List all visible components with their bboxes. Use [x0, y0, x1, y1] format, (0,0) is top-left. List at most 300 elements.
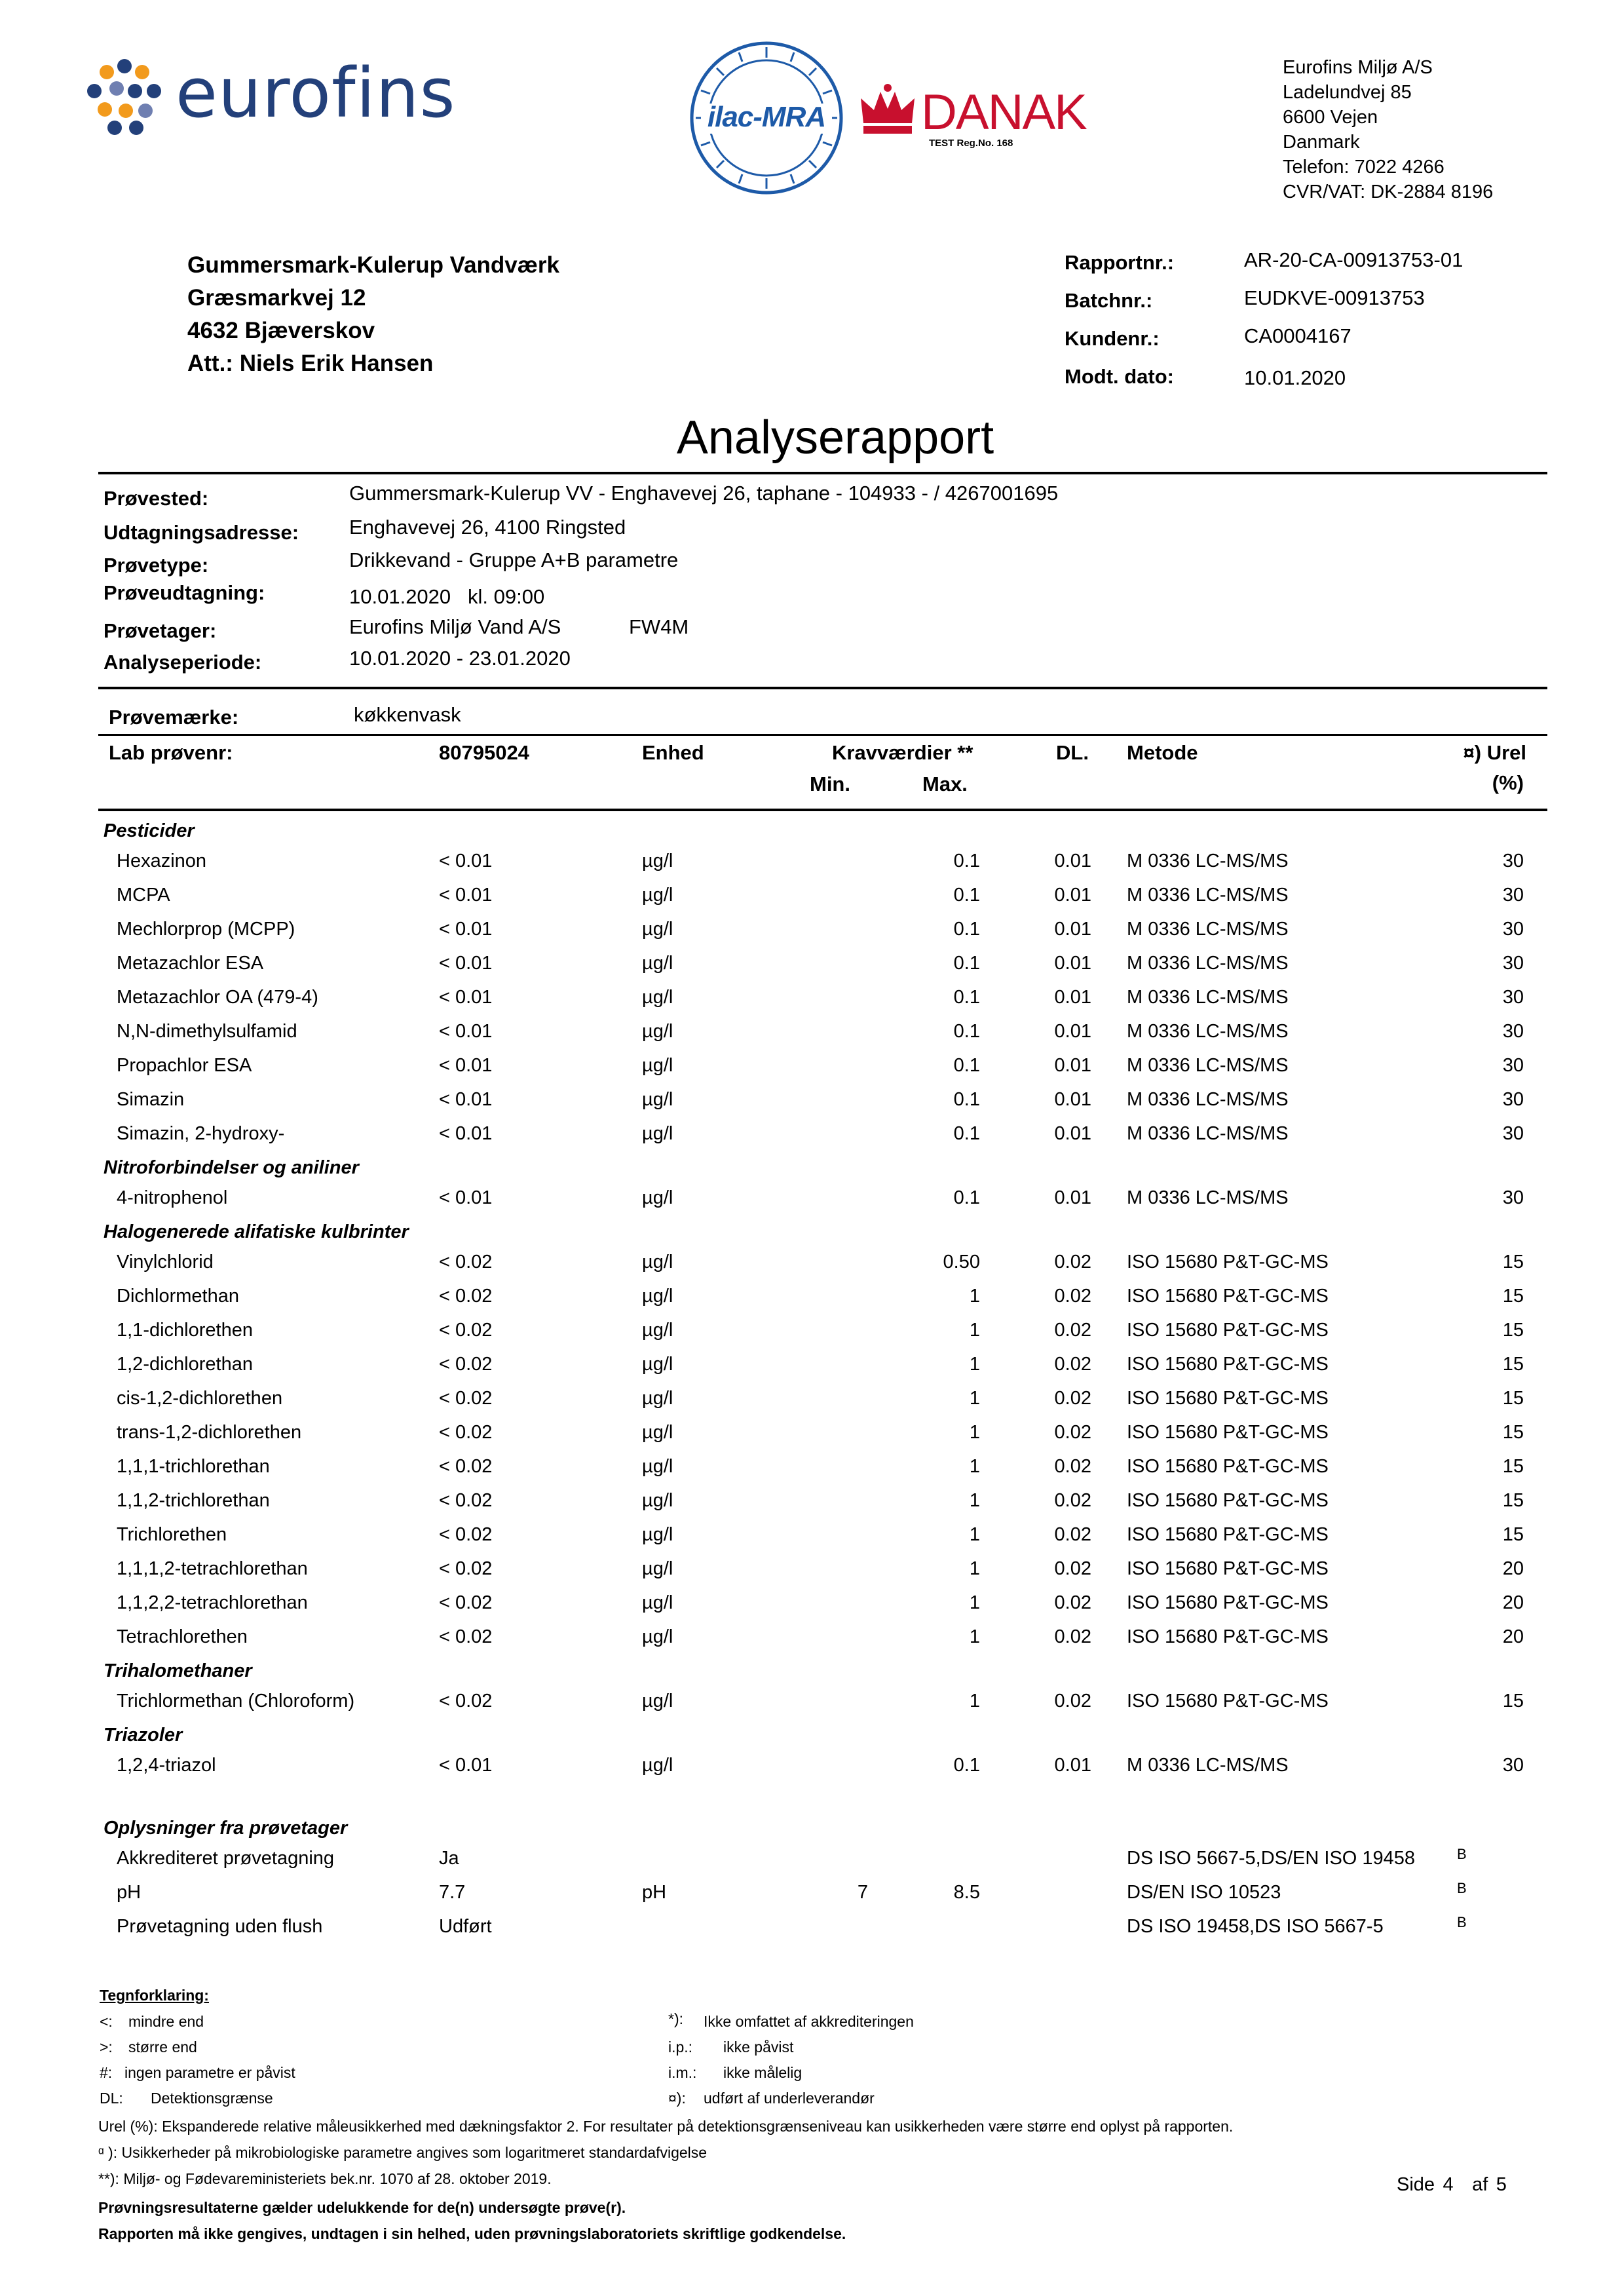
- result-value: < 0.02: [439, 1422, 493, 1443]
- parameter-name: 1,2,4-triazol: [117, 1755, 216, 1776]
- disclaimer: Rapporten må ikke gengives, undtagen i sin helhed, uden prøvningslaboratoriets skriftlige godkendelse.: [98, 2225, 846, 2242]
- table-row: [0, 1521, 1624, 1556]
- urel-cell: 15: [1502, 1422, 1524, 1443]
- section-heading: [0, 1219, 1624, 1249]
- customer-number-value: CA0004167: [1244, 324, 1351, 347]
- legend-text: Ikke omfattet af akkrediteringen: [704, 2013, 914, 2030]
- sample-type-value: Drikkevand - Gruppe A+B parametre: [349, 548, 679, 571]
- legend-symbol: DL:: [100, 2090, 123, 2107]
- max-cell: 0.1: [953, 1021, 980, 1042]
- result-value: < 0.02: [439, 1524, 493, 1545]
- max-cell: 1: [969, 1388, 980, 1409]
- result-value: < 0.02: [439, 1320, 493, 1341]
- legend-text: mindre end: [128, 2013, 204, 2030]
- lab-sample-label: Lab prøvenr:: [109, 741, 233, 764]
- max-cell: 0.1: [953, 919, 980, 940]
- batch-number-label: Batchnr.:: [1065, 289, 1153, 312]
- result-value: < 0.01: [439, 885, 493, 906]
- result-value: < 0.01: [439, 1089, 493, 1110]
- urel-cell: 20: [1502, 1558, 1524, 1579]
- max-cell: 0.1: [953, 1089, 980, 1110]
- dl-cell: 0.01: [1054, 987, 1091, 1008]
- parameter-name: 1,1,1,2-tetrachlorethan: [117, 1558, 308, 1579]
- result-value: < 0.01: [439, 953, 493, 974]
- method-cell: M 0336 LC-MS/MS: [1127, 1055, 1289, 1076]
- max-cell: 1: [969, 1456, 980, 1477]
- legend-symbol: *):: [668, 2010, 683, 2027]
- unit-cell: µg/l: [642, 987, 673, 1008]
- unit-cell: µg/l: [642, 885, 673, 906]
- table-row: [0, 1385, 1624, 1419]
- dl-cell: 0.01: [1054, 1021, 1091, 1042]
- parameter-name: Simazin: [117, 1089, 185, 1110]
- max-cell: 1: [969, 1592, 980, 1613]
- dl-header: DL.: [1056, 741, 1089, 764]
- parameter-name: 1,1,2-trichlorethan: [117, 1490, 270, 1511]
- legend-text: ingen parametre er påvist: [124, 2064, 295, 2081]
- unit-cell: pH: [642, 1882, 667, 1903]
- lab-sample-number: 80795024: [439, 741, 529, 764]
- method-cell: ISO 15680 P&T-GC-MS: [1127, 1456, 1329, 1477]
- parameter-name: Simazin, 2-hydroxy-: [117, 1123, 285, 1144]
- dl-cell: 0.02: [1054, 1354, 1091, 1375]
- dl-cell: 0.02: [1054, 1626, 1091, 1647]
- ilac-mra-text: ilac-MRA: [707, 101, 826, 133]
- urel-cell: 30: [1502, 851, 1524, 871]
- table-row: [0, 1086, 1624, 1120]
- table-row: [0, 1185, 1624, 1219]
- table-row: [0, 882, 1624, 916]
- unit-cell: µg/l: [642, 1388, 673, 1409]
- danak-wordmark: DANAK: [921, 85, 1086, 140]
- unit-cell: µg/l: [642, 1592, 673, 1613]
- unit-cell: µg/l: [642, 1490, 673, 1511]
- analysis-period-value: 10.01.2020 - 23.01.2020: [349, 647, 571, 670]
- parameter-name: Tetrachlorethen: [117, 1626, 248, 1647]
- table-header: [0, 740, 1624, 806]
- divider: [98, 734, 1547, 736]
- parameter-name: 1,1-dichlorethen: [117, 1320, 253, 1341]
- max-cell: 0.1: [953, 1755, 980, 1776]
- parameter-name: 1,1,2,2-tetrachlorethan: [117, 1592, 308, 1613]
- parameter-name: pH: [117, 1882, 142, 1903]
- max-cell: 1: [969, 1422, 980, 1443]
- table-row: [0, 1351, 1624, 1385]
- disclaimer: Prøvningsresultaterne gælder udelukkende for de(n) undersøgte prøve(r).: [98, 2199, 626, 2216]
- company-line: Danmark: [1283, 132, 1360, 153]
- note-cell: B: [1457, 1880, 1467, 1896]
- parameter-name: Dichlormethan: [117, 1286, 239, 1307]
- max-cell: 1: [969, 1626, 980, 1647]
- dl-cell: 0.01: [1054, 1187, 1091, 1208]
- dl-cell: 0.02: [1054, 1524, 1091, 1545]
- dl-cell: 0.01: [1054, 885, 1091, 906]
- max-cell: 1: [969, 1354, 980, 1375]
- analysis-period-label: Analyseperiode:: [104, 651, 262, 674]
- table-row: [0, 1624, 1624, 1658]
- table-row: [0, 1317, 1624, 1351]
- sampling-date-label: Prøveudtagning:: [104, 581, 265, 604]
- page-side-label: Side: [1397, 2174, 1435, 2195]
- result-value: < 0.02: [439, 1286, 493, 1307]
- dl-cell: 0.02: [1054, 1592, 1091, 1613]
- recipient-line: Græsmarkvej 12: [187, 285, 366, 311]
- urel-cell: 15: [1502, 1388, 1524, 1409]
- method-header: Metode: [1127, 741, 1198, 764]
- legend-left: [98, 2012, 688, 2114]
- method-cell: DS ISO 5667-5,DS/EN ISO 19458: [1127, 1848, 1416, 1869]
- method-cell: ISO 15680 P&T-GC-MS: [1127, 1691, 1329, 1712]
- method-cell: M 0336 LC-MS/MS: [1127, 851, 1289, 871]
- requirements-header: Kravværdier **: [832, 741, 973, 764]
- company-line: CVR/VAT: DK-2884 8196: [1283, 182, 1494, 202]
- unit-cell: µg/l: [642, 1187, 673, 1208]
- report-meta: [1065, 248, 1549, 400]
- urel-cell: 30: [1502, 1755, 1524, 1776]
- parameter-name: MCPA: [117, 885, 170, 906]
- eurofins-logo: [85, 53, 465, 141]
- section-heading: [0, 1155, 1624, 1185]
- method-cell: ISO 15680 P&T-GC-MS: [1127, 1524, 1329, 1545]
- unit-cell: µg/l: [642, 919, 673, 940]
- recipient-address: [187, 249, 559, 380]
- table-row: [0, 1453, 1624, 1487]
- unit-cell: µg/l: [642, 1558, 673, 1579]
- section-heading: [0, 1815, 1624, 1845]
- result-value: < 0.01: [439, 1187, 493, 1208]
- method-cell: ISO 15680 P&T-GC-MS: [1127, 1558, 1329, 1579]
- max-cell: 0.1: [953, 1187, 980, 1208]
- legend-text: Detektionsgrænse: [151, 2090, 273, 2107]
- unit-cell: µg/l: [642, 953, 673, 974]
- danak-reg-text: TEST Reg.No. 168: [929, 138, 1013, 149]
- result-value: < 0.02: [439, 1558, 493, 1579]
- urel-cell: 30: [1502, 919, 1524, 940]
- page-total: 5: [1496, 2174, 1507, 2195]
- sampler-code: FW4M: [629, 615, 689, 638]
- dl-cell: 0.02: [1054, 1691, 1091, 1712]
- urel-cell: 15: [1502, 1354, 1524, 1375]
- dl-cell: 0.01: [1054, 1089, 1091, 1110]
- table-row: [0, 1879, 1624, 1913]
- unit-cell: µg/l: [642, 1089, 673, 1110]
- urel-cell: 30: [1502, 1089, 1524, 1110]
- legend-notes: [98, 2116, 1233, 2250]
- table-row: [0, 1419, 1624, 1453]
- parameter-name: 1,2-dichlorethan: [117, 1354, 253, 1375]
- parameter-name: Hexazinon: [117, 851, 207, 871]
- crown-icon: [858, 83, 917, 142]
- note-cell: B: [1457, 1846, 1467, 1862]
- urel-header: ¤) Urel: [1463, 741, 1526, 764]
- legend-text: større end: [128, 2038, 197, 2056]
- note-cell: B: [1457, 1914, 1467, 1930]
- method-cell: M 0336 LC-MS/MS: [1127, 919, 1289, 940]
- urel-cell: 15: [1502, 1286, 1524, 1307]
- dl-cell: 0.02: [1054, 1320, 1091, 1341]
- legend-note: ᵅ ): Usikkerheder på mikrobiologiske parametre angives som logaritmeret standardafvigelse: [98, 2144, 708, 2161]
- sampling-date-value: 10.01.2020 kl. 09:00: [349, 585, 545, 608]
- urel-percent-header: (%): [1492, 771, 1524, 794]
- result-value: < 0.02: [439, 1490, 493, 1511]
- urel-cell: 30: [1502, 987, 1524, 1008]
- result-value: < 0.02: [439, 1252, 493, 1272]
- sample-site-value: Gummersmark-Kulerup VV - Enghavevej 26, taphane - 104933 - / 4267001695: [349, 482, 1059, 505]
- page-of-label: af: [1472, 2174, 1488, 2195]
- dl-cell: 0.02: [1054, 1286, 1091, 1307]
- section-heading: [0, 818, 1624, 848]
- section-title: Triazoler: [104, 1725, 183, 1746]
- eurofins-dots-icon: [85, 57, 164, 136]
- unit-cell: µg/l: [642, 1286, 673, 1307]
- result-value: < 0.02: [439, 1456, 493, 1477]
- company-line: Telefon: 7022 4266: [1283, 157, 1445, 178]
- unit-cell: µg/l: [642, 1456, 673, 1477]
- result-value: < 0.01: [439, 1021, 493, 1042]
- dl-cell: 0.01: [1054, 1055, 1091, 1076]
- legend-right: [668, 2012, 1258, 2114]
- max-cell: 1: [969, 1691, 980, 1712]
- parameter-name: trans-1,2-dichlorethen: [117, 1422, 302, 1443]
- sample-type-label: Prøvetype:: [104, 554, 209, 577]
- method-cell: DS/EN ISO 10523: [1127, 1882, 1281, 1903]
- result-value: < 0.02: [439, 1388, 493, 1409]
- dl-cell: 0.02: [1054, 1558, 1091, 1579]
- max-cell: 1: [969, 1490, 980, 1511]
- urel-cell: 15: [1502, 1691, 1524, 1712]
- table-row: [0, 1487, 1624, 1521]
- table-row: [0, 1556, 1624, 1590]
- parameter-name: Propachlor ESA: [117, 1055, 252, 1076]
- parameter-name: N,N-dimethylsulfamid: [117, 1021, 297, 1042]
- parameter-name: 1,1,1-trichlorethan: [117, 1456, 270, 1477]
- urel-cell: 15: [1502, 1456, 1524, 1477]
- legend-note: **): Miljø- og Fødevareministeriets bek.nr. 1070 af 28. oktober 2019.: [98, 2170, 552, 2187]
- unit-cell: µg/l: [642, 1055, 673, 1076]
- dl-cell: 0.02: [1054, 1252, 1091, 1272]
- method-cell: ISO 15680 P&T-GC-MS: [1127, 1388, 1329, 1409]
- table-row: [0, 1845, 1624, 1879]
- urel-cell: 15: [1502, 1490, 1524, 1511]
- report-number-label: Rapportnr.:: [1065, 251, 1175, 274]
- result-value: < 0.01: [439, 987, 493, 1008]
- min-header: Min.: [810, 773, 850, 795]
- table-row: [0, 1249, 1624, 1283]
- sampler-value: Eurofins Miljø Vand A/S: [349, 615, 561, 638]
- max-cell: 1: [969, 1320, 980, 1341]
- urel-cell: 30: [1502, 1055, 1524, 1076]
- unit-cell: µg/l: [642, 1123, 673, 1144]
- legend-symbol: i.m.:: [668, 2064, 697, 2081]
- parameter-name: Metazachlor ESA: [117, 953, 264, 974]
- unit-cell: µg/l: [642, 1524, 673, 1545]
- urel-cell: 30: [1502, 1187, 1524, 1208]
- method-cell: ISO 15680 P&T-GC-MS: [1127, 1286, 1329, 1307]
- customer-number-label: Kundenr.:: [1065, 327, 1160, 350]
- result-value: < 0.02: [439, 1626, 493, 1647]
- company-line: Eurofins Miljø A/S: [1283, 57, 1433, 78]
- received-date-value: 10.01.2020: [1244, 366, 1346, 389]
- method-cell: M 0336 LC-MS/MS: [1127, 987, 1289, 1008]
- unit-cell: µg/l: [642, 1320, 673, 1341]
- company-line: Ladelundvej 85: [1283, 82, 1412, 103]
- method-cell: ISO 15680 P&T-GC-MS: [1127, 1252, 1329, 1272]
- max-cell: 0.1: [953, 1055, 980, 1076]
- ilac-mra-logo: [688, 39, 845, 197]
- divider: [98, 472, 1547, 474]
- section-title: Halogenerede alifatiske kulbrinter: [104, 1221, 409, 1242]
- divider: [98, 809, 1547, 811]
- urel-cell: 20: [1502, 1626, 1524, 1647]
- urel-cell: 30: [1502, 885, 1524, 906]
- section-title: Nitroforbindelser og aniliner: [104, 1157, 359, 1178]
- legend-text: udført af underleverandør: [704, 2090, 875, 2107]
- parameter-name: Mechlorprop (MCPP): [117, 919, 295, 940]
- result-value: < 0.01: [439, 919, 493, 940]
- table-row: [0, 1283, 1624, 1317]
- table-row: [0, 1018, 1624, 1052]
- method-cell: ISO 15680 P&T-GC-MS: [1127, 1490, 1329, 1511]
- table-row: [0, 1913, 1624, 1947]
- method-cell: M 0336 LC-MS/MS: [1127, 885, 1289, 906]
- method-cell: M 0336 LC-MS/MS: [1127, 953, 1289, 974]
- method-cell: M 0336 LC-MS/MS: [1127, 1021, 1289, 1042]
- result-value: < 0.02: [439, 1592, 493, 1613]
- result-value: < 0.01: [439, 1123, 493, 1144]
- method-cell: M 0336 LC-MS/MS: [1127, 1755, 1289, 1776]
- table-row: [0, 848, 1624, 882]
- method-cell: M 0336 LC-MS/MS: [1127, 1187, 1289, 1208]
- result-value: < 0.01: [439, 851, 493, 871]
- dl-cell: 0.02: [1054, 1388, 1091, 1409]
- method-cell: ISO 15680 P&T-GC-MS: [1127, 1422, 1329, 1443]
- sampling-address-label: Udtagningsadresse:: [104, 521, 299, 544]
- divider: [98, 687, 1547, 689]
- table-row: [0, 916, 1624, 950]
- section-title: Pesticider: [104, 820, 195, 841]
- sampling-address-value: Enghavevej 26, 4100 Ringsted: [349, 516, 626, 539]
- legend-symbol: <:: [100, 2013, 113, 2030]
- result-value: < 0.01: [439, 1755, 493, 1776]
- dl-cell: 0.01: [1054, 1755, 1091, 1776]
- max-cell: 1: [969, 1286, 980, 1307]
- section-title: Trihalomethaner: [104, 1660, 252, 1681]
- table-row: [0, 1120, 1624, 1155]
- unit-cell: µg/l: [642, 1354, 673, 1375]
- dl-cell: 0.02: [1054, 1422, 1091, 1443]
- min-cell: 7: [857, 1882, 868, 1903]
- legend-symbol: >:: [100, 2038, 113, 2056]
- max-header: Max.: [922, 773, 968, 795]
- method-cell: DS ISO 19458,DS ISO 5667-5: [1127, 1916, 1384, 1937]
- legend-text: ikke målelig: [723, 2064, 803, 2081]
- sample-site-label: Prøvested:: [104, 487, 209, 510]
- result-value: Udført: [439, 1916, 492, 1937]
- max-cell: 1: [969, 1558, 980, 1579]
- page-current: 4: [1443, 2174, 1454, 2195]
- table-row: [0, 1052, 1624, 1086]
- max-cell: 0.50: [943, 1252, 980, 1272]
- method-cell: M 0336 LC-MS/MS: [1127, 1123, 1289, 1144]
- legend-title: Tegnforklaring:: [100, 1987, 209, 2004]
- max-cell: 0.1: [953, 851, 980, 871]
- urel-cell: 15: [1502, 1252, 1524, 1272]
- legend-symbol: ¤):: [668, 2090, 686, 2107]
- section-title: Oplysninger fra prøvetager: [104, 1818, 348, 1839]
- method-cell: ISO 15680 P&T-GC-MS: [1127, 1354, 1329, 1375]
- sample-marker-label: Prøvemærke:: [109, 706, 239, 729]
- urel-cell: 20: [1502, 1592, 1524, 1613]
- batch-number-value: EUDKVE-00913753: [1244, 286, 1425, 309]
- unit-cell: µg/l: [642, 1755, 673, 1776]
- method-cell: ISO 15680 P&T-GC-MS: [1127, 1626, 1329, 1647]
- urel-cell: 15: [1502, 1320, 1524, 1341]
- method-cell: ISO 15680 P&T-GC-MS: [1127, 1320, 1329, 1341]
- section-heading: [0, 1722, 1624, 1752]
- unit-cell: µg/l: [642, 1252, 673, 1272]
- recipient-line: 4632 Bjæverskov: [187, 318, 375, 343]
- urel-cell: 30: [1502, 953, 1524, 974]
- eurofins-wordmark: eurofins: [176, 53, 456, 133]
- unit-cell: µg/l: [642, 851, 673, 871]
- parameter-name: Trichlorethen: [117, 1524, 227, 1545]
- max-cell: 1: [969, 1524, 980, 1545]
- dl-cell: 0.01: [1054, 919, 1091, 940]
- parameter-name: Trichlormethan (Chloroform): [117, 1691, 355, 1712]
- received-date-label: Modt. dato:: [1065, 365, 1175, 388]
- urel-cell: 15: [1502, 1524, 1524, 1545]
- page-number: [1397, 2173, 1507, 2196]
- unit-cell: µg/l: [642, 1422, 673, 1443]
- dl-cell: 0.02: [1054, 1490, 1091, 1511]
- max-cell: 0.1: [953, 1123, 980, 1144]
- dl-cell: 0.01: [1054, 1123, 1091, 1144]
- unit-cell: µg/l: [642, 1691, 673, 1712]
- unit-header: Enhed: [642, 741, 704, 764]
- urel-cell: 30: [1502, 1123, 1524, 1144]
- method-cell: M 0336 LC-MS/MS: [1127, 1089, 1289, 1110]
- company-address: [1283, 55, 1493, 204]
- unit-cell: µg/l: [642, 1626, 673, 1647]
- recipient-line: Att.: Niels Erik Hansen: [187, 351, 434, 376]
- max-cell: 0.1: [953, 987, 980, 1008]
- parameter-name: Vinylchlorid: [117, 1252, 214, 1272]
- report-number-value: AR-20-CA-00913753-01: [1244, 248, 1463, 271]
- parameter-name: cis-1,2-dichlorethen: [117, 1388, 283, 1409]
- legend-note: Urel (%): Ekspanderede relative måleusikkerhed med dækningsfaktor 2. For resultater på detektionsgrænseniveau kan usikkerheden være større end oplyst på rapporten.: [98, 2118, 1234, 2135]
- unit-cell: µg/l: [642, 1021, 673, 1042]
- urel-cell: 30: [1502, 1021, 1524, 1042]
- legend-symbol: i.p.:: [668, 2038, 693, 2056]
- parameter-name: Akkrediteret prøvetagning: [117, 1848, 335, 1869]
- table-row: [0, 1590, 1624, 1624]
- max-cell: 8.5: [953, 1882, 980, 1903]
- result-value: Ja: [439, 1848, 459, 1869]
- legend-symbol: #:: [100, 2064, 113, 2081]
- dl-cell: 0.02: [1054, 1456, 1091, 1477]
- table-row: [0, 1688, 1624, 1722]
- result-value: 7.7: [439, 1882, 466, 1903]
- result-value: < 0.02: [439, 1691, 493, 1712]
- table-row: [0, 984, 1624, 1018]
- section-heading: [0, 1658, 1624, 1688]
- method-cell: ISO 15680 P&T-GC-MS: [1127, 1592, 1329, 1613]
- dl-cell: 0.01: [1054, 851, 1091, 871]
- page-title: Analyserapport: [676, 411, 994, 464]
- legend-text: ikke påvist: [723, 2038, 794, 2056]
- max-cell: 0.1: [953, 953, 980, 974]
- result-value: < 0.02: [439, 1354, 493, 1375]
